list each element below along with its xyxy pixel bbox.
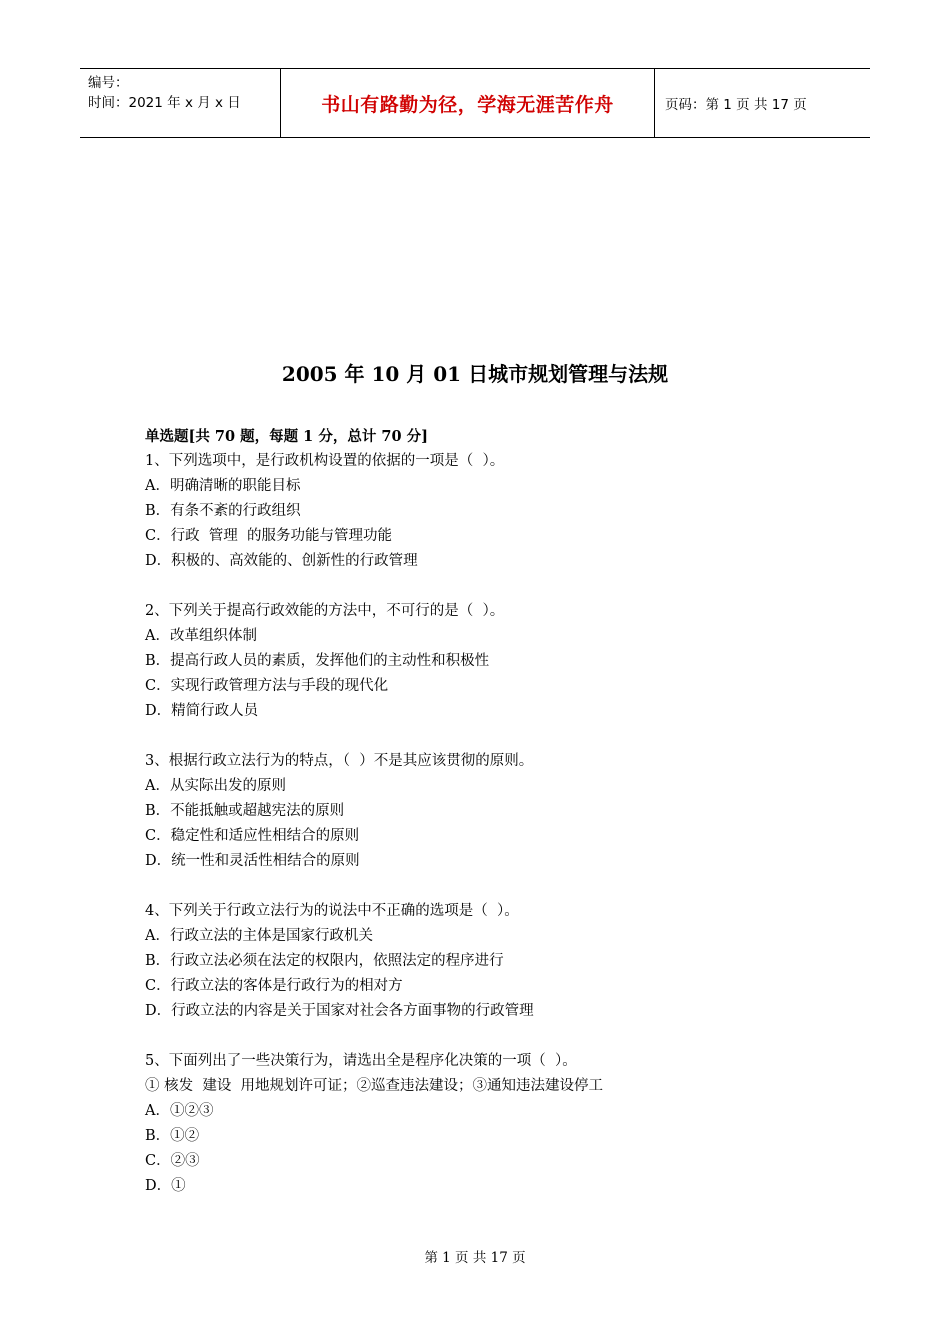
question-4 (145, 899, 845, 1024)
option-c: C．实现行政管理方法与手段的现代化 (145, 678, 389, 694)
page-info: 页码：第 1 页 共 17 页 (665, 97, 807, 113)
question-stem: 1、下列选项中，是行政机构设置的依据的一项是（ ）。 (145, 453, 505, 469)
option-b: B．有条不紊的行政组织 (145, 503, 301, 519)
question-list (145, 424, 845, 1224)
option-b: B．提高行政人员的素质，发挥他们的主动性和积极性 (145, 653, 490, 669)
option-d: D．① (145, 1178, 186, 1194)
option-c: C．②③ (145, 1153, 200, 1169)
option-a: A．明确清晰的职能目标 (145, 478, 301, 494)
page-footer: 第 1 页 共 17 页 (424, 1250, 526, 1266)
option-b: B．行政立法必须在法定的权限内，依照法定的程序进行 (145, 953, 504, 969)
option-d: D．精简行政人员 (145, 703, 259, 719)
option-a: A．从实际出发的原则 (145, 778, 286, 794)
option-d: D．统一性和灵活性相结合的原则 (145, 853, 360, 869)
question-stem: 5、下面列出了一些决策行为，请选出全是程序化决策的一项（ ）。 (145, 1053, 577, 1069)
question-statements: ① 核发 建设 用地规划许可证；②巡查违法建设；③通知违法建设停工 (145, 1078, 604, 1094)
section-heading: 单选题[共 70 题，每题 1 分，总计 70 分] (145, 428, 428, 445)
option-d: D．积极的、高效能的、创新性的行政管理 (145, 553, 418, 569)
option-a: A．改革组织体制 (145, 628, 257, 644)
header-info-cell (80, 69, 281, 137)
time-label: 时间：2021 年 x 月 x 日 (88, 95, 241, 111)
question-2 (145, 599, 845, 724)
document-title: 2005 年 10 月 01 日城市规划管理与法规 (281, 362, 669, 386)
number-label: 编号： (88, 75, 129, 91)
question-stem: 2、下列关于提高行政效能的方法中，不可行的是（ ）。 (145, 603, 505, 619)
question-5 (145, 1049, 845, 1199)
document-header (80, 68, 870, 138)
question-stem: 4、下列关于行政立法行为的说法中不正确的选项是（ ）。 (145, 903, 519, 919)
option-b: B．不能抵触或超越宪法的原则 (145, 803, 345, 819)
option-c: C．行政立法的客体是行政行为的相对方 (145, 978, 403, 994)
option-a: A．①②③ (145, 1103, 214, 1119)
option-d: D．行政立法的内容是关于国家对社会各方面事物的行政管理 (145, 1003, 534, 1019)
option-a: A．行政立法的主体是国家行政机关 (145, 928, 373, 944)
option-c: C．稳定性和适应性相结合的原则 (145, 828, 360, 844)
option-c: C．行政 管理 的服务功能与管理功能 (145, 528, 393, 544)
question-3 (145, 749, 845, 874)
question-stem: 3、根据行政立法行为的特点，（ ）不是其应该贯彻的原则。 (145, 753, 534, 769)
question-1 (145, 449, 845, 574)
motto: 书山有路勤为径，学海无涯苦作舟 (281, 69, 655, 137)
option-b: B．①② (145, 1128, 200, 1144)
